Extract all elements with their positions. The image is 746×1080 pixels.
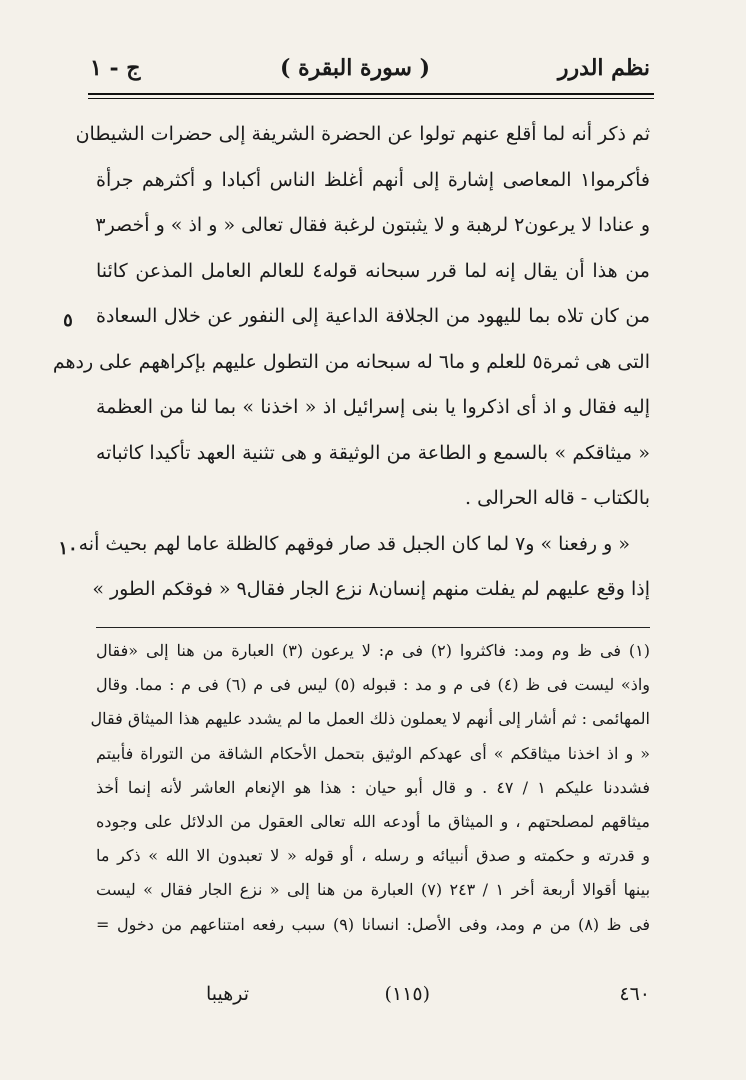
footnote-line: (١) فى ظ وم ومد: فاكثروا (٢) فى م: لا يرعون (٣) العبارة من هنا إلى «فقال: [96, 641, 650, 660]
footnote-line: فشددنا عليكم ١ / ٤٧ . و قال أبو حيان : هذا هو الإنعام العاشر لأنه إنما أخذ: [96, 777, 651, 797]
text-line: إليه فقال و اذ أى اذكروا يا بنى إسرائيل اذ « اخذنا » بما لنا من العظمة: [96, 396, 650, 418]
text-line: فأكرموا١ المعاصى إشارة إلى أنهم أغلظ الناس أكبادا و أكثرهم جرأة: [96, 168, 650, 191]
text-line: « و رفعنا » و٧ لما كان الجبل قد صار فوقهم كالظلة عاما لهم بحيث أنه: [78, 532, 630, 555]
text-line: من هذا أن يقال إنه لما قرر سبحانه قوله٤ للعالم العامل المذعن كائنا: [96, 259, 650, 282]
line-number-10: ١٠: [58, 538, 78, 559]
footnote-line: ميثاقهم لمصلحتهم ، و الميثاق ما أودعه الله تعالى العقول من الدلائل على وجوده: [96, 811, 650, 831]
text-line: و عنادا لا يرعون٢ لرهبة و لا يثبتون لرغبة فقال تعالى « و اذ » و أخصر٣: [95, 214, 650, 236]
footnote-line: واذ» ليست فى ظ (٤) فى م و مد : قبوله (٥) ليس فى م (٦) فى م : مما. وقال: [96, 675, 651, 695]
volume-label: ج - ١: [90, 55, 141, 81]
text-line: ثم ذكر أنه لما أقلع عنهم تولوا عن الحضرة الشريفة إلى حضرات الشيطان: [75, 123, 650, 145]
header-rule-thick: [88, 93, 654, 95]
text-line: [96, 294, 650, 340]
signature-number: (١١٥): [384, 983, 430, 1005]
catchword: ترهيبا: [206, 983, 250, 1005]
text-line: بالكتاب - قاله الحرالى .: [465, 487, 650, 509]
footnotes: [90, 634, 651, 942]
footnote-line: و قدرته و حكمته و صدق أنبيائه و رسله ، أو قوله « لا تعبدون الا الله » ذكر ما: [96, 846, 650, 866]
book-title: نظم الدرر: [557, 55, 650, 81]
footnote-line: « و اذ اخذنا ميثاقكم » أى عهدكم الوثيق بتحمل الأحكام الشاقة من التوراة فأبيتم: [96, 743, 650, 763]
text-line: التى هى ثمرة٥ للعلم و ما٦ له سبحانه من التطول عليهم بإكراههم على ردهم: [52, 350, 650, 373]
footnote-line: فى ظ (٨) من م ومد، وفى الأصل: انسانا (٩) سبب رفعه امتناعهم من دخول =: [96, 914, 650, 934]
text-line: إذا وقع عليهم لم يفلت منهم إنسان٨ نزع الجار فقال٩ « فوقكم الطور »: [92, 578, 650, 600]
footnote-line: المهائمى : ثم أشار إلى أنهم لا يعملون ذلك العمل ما لم يشدد عليهم هذا الميثاق فقال: [90, 709, 650, 729]
line-number-5: ٥: [63, 310, 73, 331]
footnote-rule: [96, 627, 650, 628]
line-text: من كان تلاه بما لليهود من الجلافة الداعية إلى النفور عن خلال السعادة: [96, 305, 650, 327]
page-footer: [96, 983, 650, 1017]
page-number: ٤٦٠: [619, 983, 650, 1005]
header-rule-thin: [88, 98, 654, 99]
text-line: « ميثاقكم » بالسمع و الطاعة من الوثيقة و هى تثنية العهد تأكيدا كاثباته: [96, 441, 650, 464]
footnote-line: بينها أقوالا أربعة أخر ١ / ٢٤٣ (٧) العبارة من هنا إلى « نزع الجار فقال » ليست: [96, 880, 651, 900]
page-header: [90, 55, 650, 95]
surah-title: ( سورة البقرة ): [280, 55, 430, 81]
